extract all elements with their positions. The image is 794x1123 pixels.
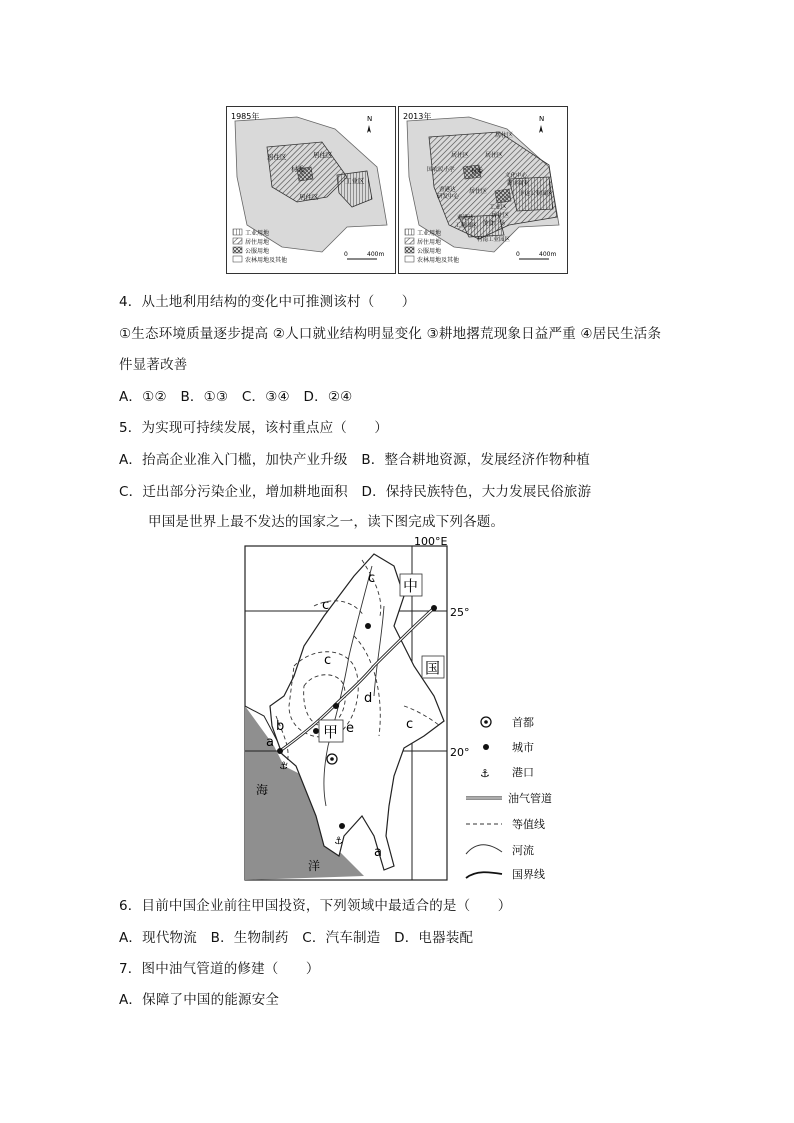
map-2013 [398, 106, 568, 274]
latitude-label: 25° [450, 606, 470, 619]
question-6-stem: 6．目前中国企业前往甲国投资，下列领域中最适合的是（ ） [119, 898, 512, 914]
land-use-figure [226, 106, 566, 274]
contour-label: c [322, 598, 330, 613]
question-5-choices-cd: C．迁出部分污染企业，增加耕地面积 D．保持民族特色，大力发展民俗旅游 [119, 484, 592, 500]
sea-label: 海 [256, 783, 269, 797]
port-icon: ⚓ [279, 761, 288, 772]
contour-label: a [374, 845, 382, 860]
question-4-choices: A．①② B．①③ C．③④ D．②④ [119, 389, 353, 405]
scale-label: 0 [516, 251, 520, 258]
map-1985-year: 1985年 [231, 112, 260, 121]
map-label: 居住区 [469, 188, 488, 195]
north-arrow-icon [367, 125, 371, 133]
map-1985 [226, 106, 396, 274]
contour-label: d [364, 691, 373, 706]
scale-label: 400m [367, 251, 385, 258]
map-label: 居住区 [495, 132, 514, 139]
map-label: 村委 [471, 168, 484, 175]
map-label: 村委 [291, 165, 304, 173]
legend-item: 国界线 [512, 868, 545, 881]
map-label: 文化中心 [505, 173, 528, 179]
ocean-label: 洋 [308, 859, 321, 873]
question-4-options-line2: 件显著改善 [119, 357, 188, 373]
legend-item: 城市 [512, 741, 534, 754]
question-5-choices-ab: A．抬高企业准入门槛，加快产业升级 B．整合耕地资源，发展经济作物种植 [119, 452, 590, 468]
legend-item: 港口 [512, 766, 534, 779]
map-label: 香港达 [439, 187, 456, 193]
country-map-figure [244, 536, 564, 882]
map-label: 工业园区 [455, 223, 478, 229]
legend-item: 河流 [512, 844, 534, 857]
contour-label: b [276, 719, 285, 734]
question-7-choice-a: A．保障了中国的能源安全 [119, 992, 280, 1008]
question-6-choices: A．现代物流 B．生物制药 C．汽车制造 D．电器装配 [119, 930, 474, 946]
map-label: 居住区 [485, 152, 504, 159]
map-label: 居住区 [491, 212, 510, 219]
legend-item: 农林用地及其他 [417, 257, 460, 264]
map-label: 居住区 [313, 151, 333, 159]
map-label: 新丰商业 [507, 181, 530, 187]
map-2013-year: 2013年 [403, 112, 432, 121]
legend-item: 首都 [512, 716, 534, 729]
country-label-zhong: 中 [403, 577, 419, 595]
north-label: N [367, 115, 373, 123]
city-marker [339, 823, 345, 829]
map-label: 村南工业园区 [477, 237, 511, 243]
port-legend-icon: ⚓ [480, 767, 490, 780]
country-label-jia: 甲 [323, 723, 339, 741]
legend-item: 工业用地 [245, 230, 270, 237]
country-map-graphic [244, 536, 564, 882]
city-marker [333, 703, 339, 709]
river-legend-icon [466, 845, 502, 854]
legend-item: 油气管道 [508, 792, 552, 805]
legend-item: 工业用地 [417, 230, 442, 237]
question-4-options-line1: ①生态环境质量逐步提高 ②人口就业结构明显变化 ③耕地撂荒现象日益严重 ④居民生活条 [119, 326, 662, 342]
city-legend-icon [483, 744, 489, 750]
legend-item: 公服用地 [245, 248, 270, 255]
question-4-stem: 4．从土地利用结构的变化中可推测该村（ ） [119, 294, 416, 310]
border-legend-icon [466, 872, 502, 878]
longitude-label: 100°E [414, 536, 448, 548]
question-7-stem: 7．图中油气管道的修建（ ） [119, 961, 320, 977]
scale-label: 0 [344, 251, 348, 258]
contour-label: a [266, 735, 274, 750]
question-5-stem: 5．为实现可持续发展，该村重点应（ ） [119, 420, 389, 436]
map-label: 研发中心 [437, 194, 460, 200]
map-label: 美食广场 [483, 221, 506, 227]
section-intro: 甲国是世界上最不发达的国家之一，读下图完成下列各题。 [148, 514, 505, 530]
map-label: 工业区 [345, 177, 365, 185]
legend-item: 等值线 [512, 818, 545, 831]
country-label-guo: 国 [425, 659, 441, 677]
map-2013-graphic [399, 107, 567, 273]
legend-item: 居住用地 [417, 239, 442, 246]
contour-label: c [406, 717, 414, 732]
map-label: 居住区 [451, 152, 470, 159]
legend-item: 公服用地 [417, 248, 442, 255]
map-label: 丰达工业园区 [519, 191, 553, 197]
contour-label: c [368, 571, 376, 586]
map-label: 国农民小学 [427, 167, 455, 173]
north-arrow-icon [539, 125, 543, 133]
legend-item: 农林用地及其他 [245, 257, 288, 264]
contour-label: e [346, 721, 354, 736]
contour-label: c [324, 653, 332, 668]
city-marker [313, 728, 319, 734]
map-1985-graphic [227, 107, 395, 273]
map-label: 居住区 [267, 153, 287, 161]
map-label: 居住区 [299, 193, 319, 201]
scale-label: 400m [539, 251, 557, 258]
city-marker [365, 623, 371, 629]
port-icon: ⚓ [334, 836, 343, 847]
north-label: N [539, 115, 545, 123]
legend-item: 居住用地 [245, 239, 270, 246]
city-marker [431, 605, 437, 611]
map-label: 工业区 [489, 204, 508, 211]
latitude-label: 20° [450, 746, 470, 759]
city-marker [277, 748, 283, 754]
map-label: 香港达 [457, 215, 474, 221]
